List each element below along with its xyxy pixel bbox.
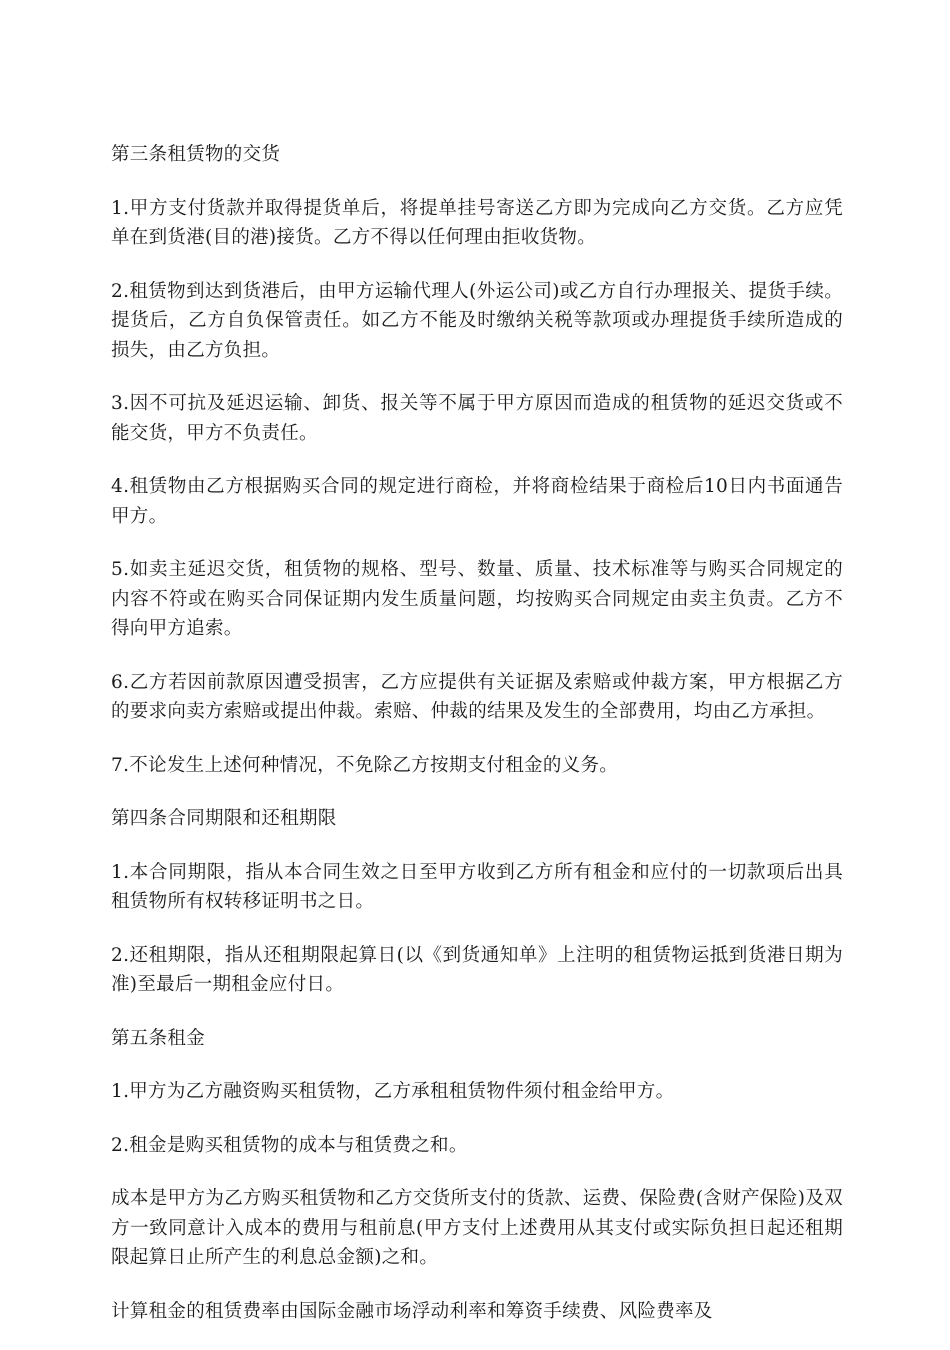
section-heading-3: 第三条租赁物的交货: [111, 144, 281, 165]
section-heading-5: 第五条租金: [111, 1027, 206, 1049]
paragraph: 2.还租期限，指从还租期限起算日(以《到货通知单》上注明的租赁物运抵到货港日期为准)至最后一期租金应付日。: [111, 944, 843, 995]
paragraph: 1.本合同期限，指从本合同生效之日至甲方收到乙方所有租金和应付的一切款项后出具租赁物所有权转移证明书之日。: [111, 861, 843, 912]
paragraph: 1.甲方为乙方融资购买租赁物，乙方承租租赁物件须付租金给甲方。: [111, 1081, 675, 1102]
paragraph: 3.因不可抗及延迟运输、卸货、报关等不属于甲方原因而造成的租赁物的延迟交货或不能交货，甲方不负责任。: [111, 393, 843, 444]
paragraph: 5.如卖主延迟交货，租赁物的规格、型号、数量、质量、技术标准等与购买合同规定的内容不符或在购买合同保证期内发生质量问题，均按购买合同规定由卖主负责。乙方不得向甲方追索。: [111, 559, 843, 639]
paragraph: 7.不论发生上述何种情况，不免除乙方按期支付租金的义务。: [111, 754, 619, 776]
paragraph: 2.租金是购买租赁物的成本与租赁费之和。: [111, 1134, 468, 1156]
paragraph: 计算租金的租赁费率由国际金融市场浮动利率和筹资手续费、风险费率及: [111, 1300, 713, 1322]
paragraph: 6.乙方若因前款原因遭受损害，乙方应提供有关证据及索赔或仲裁方案，甲方根据乙方的要求向卖方索赔或提出仲裁。索赔、仲裁的结果及发生的全部费用，均由乙方承担。: [111, 671, 843, 722]
paragraph: 2.租赁物到达到货港后，由甲方运输代理人(外运公司)或乙方自行办理报关、提货手续。提货后，乙方自负保管责任。如乙方不能及时缴纳关税等款项或办理提货手续所造成的损失，由乙方负担。: [111, 280, 843, 361]
paragraph: 成本是甲方为乙方购买租赁物和乙方交货所支付的货款、运费、保险费(含财产保险)及双方一致同意计入成本的费用与租前息(甲方支付上述费用从其支付或实际负担日起还租期限起算日止所产生的利息总金额)之和。: [111, 1188, 843, 1268]
section-heading-4: 第四条合同期限和还租期限: [111, 808, 337, 829]
document-body: [111, 140, 843, 1350]
paragraph: 1.甲方支付货款并取得提货单后，将提单挂号寄送乙方即为完成向乙方交货。乙方应凭单在到货港(目的港)接货。乙方不得以任何理由拒收货物。: [111, 197, 843, 248]
paragraph: 4.租赁物由乙方根据购买合同的规定进行商检，并将商检结果于商检后10日内书面通告甲方。: [111, 476, 843, 527]
